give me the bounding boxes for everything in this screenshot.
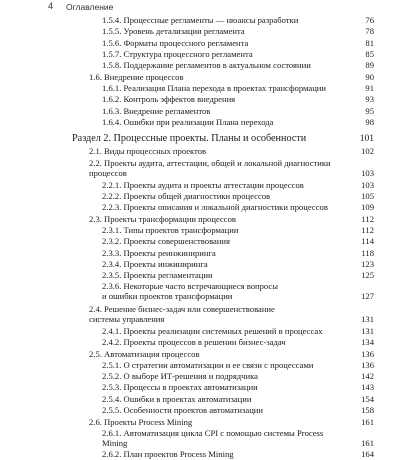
toc-page-number: 136 (361, 349, 374, 359)
toc-page-number: 89 (365, 60, 374, 70)
toc-page-number: 105 (361, 191, 374, 201)
toc-page-number: 143 (361, 382, 374, 392)
toc-entry (102, 405, 374, 416)
toc-entry-title: 2.2.3. Проекты описания и локальной диагностики процессов (102, 202, 328, 212)
toc-entry-title: 2.2. Проекты аудита, аттестации, общей и локальной диагностики (89, 158, 331, 168)
toc-entry-title: 2.6. Проекты Process Mining (89, 417, 193, 427)
toc-entry (102, 259, 374, 270)
toc-entry (102, 248, 374, 259)
toc-entry-title: 2.3.5. Проекты регламентации (102, 270, 213, 280)
toc-entry (102, 191, 374, 202)
running-header-title: Оглавление (66, 2, 114, 12)
toc-page-number: 101 (359, 134, 374, 144)
toc-page-number: 127 (361, 290, 374, 301)
toc-page-number: 102 (361, 146, 374, 156)
toc-entry-title: 2.1. Виды процессных проектов (89, 146, 207, 156)
toc-page-number: 78 (365, 26, 374, 36)
toc-entry-title-continued: системы управления (89, 313, 165, 324)
toc-entry-title: 2.3.4. Проекты инжиниринга (102, 259, 208, 269)
toc-entry (102, 360, 374, 371)
toc-page-number: 90 (365, 72, 374, 82)
toc-entry (102, 428, 374, 448)
toc-entry (102, 117, 374, 128)
toc-page-number: 81 (365, 38, 374, 48)
toc-entry-title: 2.2.1. Проекты аудита и проекты аттестации процессов (102, 180, 304, 190)
toc-entry (89, 349, 374, 360)
toc-entry (89, 72, 374, 83)
toc-entry-title: 2.5.5. Особенности проектов автоматизации (102, 405, 263, 415)
toc-page-number: 112 (361, 214, 374, 224)
toc-entry (102, 180, 374, 191)
toc-entry (102, 371, 374, 382)
toc-entry (102, 236, 374, 247)
toc-entry (102, 449, 374, 460)
toc-page-number: 125 (361, 270, 374, 280)
toc-page-number: 85 (365, 49, 374, 59)
toc-page-number: 91 (365, 83, 374, 93)
toc-page-number: 158 (361, 405, 374, 415)
toc-page-number: 134 (361, 337, 374, 347)
toc-entry-title-continued: и ошибки проектов трансформации (102, 290, 233, 301)
toc-page-number: 118 (361, 248, 374, 258)
toc-page-number: 98 (365, 117, 374, 127)
toc-entry-title: 2.2.2. Проекты общей диагностики процессов (102, 191, 271, 201)
toc-entry-title: 2.5.2. О выборе ИТ-решения и подрядчика (102, 371, 258, 381)
toc-entry-title: 1.6. Внедрение процессов (89, 72, 184, 82)
toc-entry (102, 83, 374, 94)
toc-page-number: 109 (361, 202, 374, 212)
toc-entry-title: 2.3.6. Некоторые часто встречающиеся вопросы (102, 281, 279, 291)
section-heading (72, 134, 374, 145)
toc-page-number: 103 (361, 167, 374, 178)
toc-entry-title: 1.5.6. Форматы процессного регламента (102, 38, 249, 48)
toc-entry-title: 2.5. Автоматизация процессов (89, 349, 200, 359)
toc-entry (102, 26, 374, 37)
toc-entry-title: 2.5.4. Ошибки в проектах автоматизации (102, 394, 252, 404)
toc-entry (102, 394, 374, 405)
toc-entry-title: 1.5.7. Структура процессного регламента (102, 49, 253, 59)
page-number: 4 (48, 1, 54, 11)
toc-entry-title: 2.4.1. Проекты реализации системных решений в процессах (102, 326, 323, 336)
toc-entry (102, 38, 374, 49)
toc-page-number: 161 (361, 437, 374, 448)
toc-entry-title: 1.5.4. Процессные регламенты — нюансы разработки (102, 15, 299, 25)
toc-page-number: 164 (361, 449, 374, 459)
toc-entry-title: 2.4. Решение бизнес-задач или совершенствование (89, 304, 275, 314)
toc-entry-title: 2.5.1. О стратегии автоматизации и ее связи с процессами (102, 360, 314, 370)
toc-entry-title: 1.5.8. Поддержание регламентов в актуальном состоянии (102, 60, 311, 70)
toc-entry (102, 382, 374, 393)
toc-entry (102, 60, 374, 71)
toc-page-number: 136 (361, 360, 374, 370)
running-header (0, 0, 420, 14)
toc-page-number: 114 (361, 236, 374, 246)
toc-entry-title: 2.3.1. Типы проектов трансформации (102, 225, 239, 235)
toc-entry (102, 281, 374, 301)
toc-page-number: 93 (365, 94, 374, 104)
toc-entry-title: Раздел 2. Процессные проекты. Планы и особенности (72, 133, 307, 144)
toc-entry-title: 2.3.3. Проекты реинжиниринга (102, 248, 216, 258)
toc-entry-title: 2.3. Проекты трансформации процессов (89, 214, 236, 224)
toc-entry-title: 1.6.3. Внедрение регламентов (102, 106, 211, 116)
toc-entry-title: 2.6.1. Автоматизация цикла CPI с помощью системы Process (102, 428, 324, 438)
toc-entry (89, 158, 374, 178)
toc-page-number: 131 (361, 326, 374, 336)
toc-entry-title-continued: процессов (89, 167, 127, 178)
toc-entry (102, 337, 374, 348)
toc-page-number: 142 (361, 371, 374, 381)
toc-entry-title: 1.5.5. Уровень детализации регламента (102, 26, 245, 36)
toc-entry (89, 214, 374, 225)
toc-page-number: 76 (365, 15, 374, 25)
toc-entry (102, 225, 374, 236)
toc-entry-title: 1.6.1. Реализация Плана перехода в проектах трансформации (102, 83, 327, 93)
toc-entry (89, 417, 374, 428)
toc-entry (102, 15, 374, 26)
toc-entry (102, 326, 374, 337)
toc-entry-title: 2.3.2. Проекты совершенствования (102, 236, 230, 246)
toc-entry-title: 2.6.2. План проектов Process Mining (102, 449, 234, 459)
toc-page-number: 154 (361, 394, 374, 404)
toc-entry (102, 106, 374, 117)
toc-entry (102, 270, 374, 281)
toc-page-number: 161 (361, 417, 374, 427)
toc-entry (102, 49, 374, 60)
toc-page-number: 103 (361, 180, 374, 190)
toc-entry (89, 304, 374, 324)
toc-entry (89, 146, 374, 157)
toc-entry (102, 202, 374, 213)
toc-entry-title: 1.6.2. Контроль эффектов внедрения (102, 94, 236, 104)
toc-page-number: 123 (361, 259, 374, 269)
toc-entry-title-continued: Mining (102, 437, 128, 448)
toc-entry (102, 94, 374, 105)
toc-page-number: 112 (361, 225, 374, 235)
toc-page-number: 131 (361, 313, 374, 324)
toc-page-number: 95 (365, 106, 374, 116)
toc-entry-title: 2.5.3. Процессы в проектах автоматизации (102, 382, 258, 392)
toc-entry-title: 2.4.2. Проекты процессов в решении бизнес-задач (102, 337, 286, 347)
toc-entry-title: 1.6.4. Ошибки при реализации Плана перехода (102, 117, 274, 127)
